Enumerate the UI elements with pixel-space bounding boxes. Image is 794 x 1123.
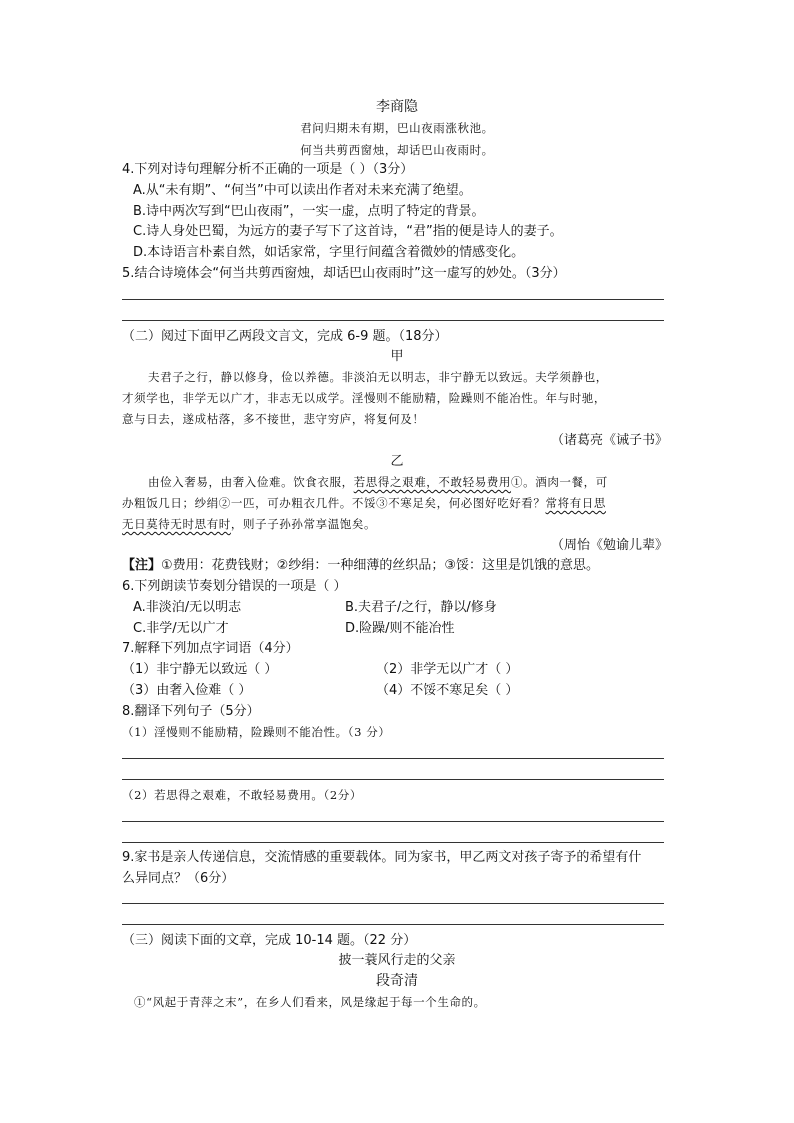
- poem-author: 李商隐: [376, 99, 418, 115]
- q6-option-d: D.险躁/则不能冶性: [345, 621, 455, 636]
- article-title: 披一蓑风行走的父亲: [338, 953, 456, 968]
- text-yi-label: 乙: [390, 454, 404, 469]
- q4-stem: 4.下列对诗句理解分析不正确的一项是（ ）（3分）: [122, 162, 414, 177]
- q7-stem: 7.解释下列加点字词语（4分）: [122, 641, 299, 656]
- q7-item-3: （3）由奢入俭难（ ）: [122, 683, 252, 698]
- q6-stem: 6.下列朗读节奏划分错误的一项是（ ）: [122, 579, 347, 594]
- article-author: 段奇清: [376, 973, 418, 989]
- answer-line: [122, 842, 664, 843]
- q4-option-a: A.从“未有期”、“何当”中可以读出作者对未来充满了绝望。: [133, 183, 472, 198]
- section2-intro: （二）阅过下面甲乙两段文言文，完成 6-9 题。（18分）: [122, 329, 448, 344]
- q6-option-a: A.非淡泊/无以明志: [133, 600, 242, 615]
- answer-line: [122, 821, 664, 822]
- text-yi-line-3: [122, 516, 376, 533]
- text-jia-line-3: 意与日去，遂成枯落，多不接世，悲守穷庐，将复何及！: [122, 412, 425, 426]
- text-yi-source: （周怡《勉谕儿辈》: [550, 538, 668, 553]
- q8-sentence-1: （1）淫慢则不能励精，险躁则不能冶性。（3 分）: [122, 725, 391, 739]
- text-yi-line-2: [122, 495, 606, 512]
- text-yi-line-1-c: ①。酒肉一餐，可: [511, 475, 608, 489]
- text-jia-line-1: 夫君子之行，静以修身，俭以养德。非淡泊无以明志，非宁静无以致远。夫学须静也，: [148, 370, 608, 384]
- text-yi-line-3-b: ，则子子孙孙常享温饱矣。: [230, 517, 377, 531]
- annotation-note: [122, 557, 599, 574]
- q6-option-b: B.夫君子/之行，静以/修身: [345, 600, 497, 615]
- q9-line-2: 么异同点？（6分）: [122, 871, 235, 886]
- q8-stem: 8.翻译下列句子（5分）: [122, 704, 260, 719]
- text-jia-label: 甲: [390, 349, 404, 364]
- section3-intro: （三）阅读下面的文章，完成 10-14 题。（22 分）: [122, 933, 417, 948]
- q7-item-1: （1）非宁静无以致远（ ）: [122, 662, 278, 677]
- poem-line-1: 君问归期未有期，巴山夜雨涨秋池。: [300, 121, 494, 135]
- q8-sentence-2: （2）若思得之艰难，不敢轻易费用。（2分）: [122, 788, 362, 802]
- q7-item-2: （2）非学无以广才（ ）: [376, 662, 519, 677]
- article-paragraph-1: ①“风起于青萍之末”，在乡人们看来，风是缘起于每一个生命的。: [134, 995, 486, 1009]
- q7-item-4: （4）不馁不寒足矣（ ）: [376, 683, 519, 698]
- note-text: ①费用：花费钱财；②纱绢：一种细薄的丝织品；③馁：这里是饥饿的意思。: [161, 558, 599, 573]
- q6-option-c: C.非学/无以广才: [133, 621, 229, 636]
- answer-line: [122, 924, 664, 925]
- text-jia-line-2: 才须学也，非学无以广才，非志无以成学。淫慢则不能励精，险躁则不能冶性。年与时驰，: [122, 391, 606, 405]
- q9-line-1: 9.家书是亲人传递信息，交流情感的重要载体。同为家书，甲乙两文对孩子寄予的希望有什: [122, 850, 642, 865]
- answer-line: [122, 758, 664, 759]
- poem-line-2: 何当共剪西窗烛，却话巴山夜雨时。: [300, 143, 494, 157]
- answer-line: [122, 779, 664, 780]
- answer-line: [122, 299, 664, 300]
- answer-line: [122, 903, 664, 904]
- answer-line: [122, 320, 664, 321]
- q5-stem: 5.结合诗境体会“何当共剪西窗烛，却话巴山夜雨时”这一虚写的妙处。（3分）: [122, 266, 566, 281]
- note-tag: 【注】: [122, 558, 162, 573]
- q4-option-d: D.本诗语言朴素自然，如话家常，字里行间蕴含着微妙的情感变化。: [133, 245, 525, 260]
- text-jia-source: （诸葛亮《诫子书》: [550, 433, 668, 448]
- text-yi-line-1-underlined: 若思得之艰难，不敢轻易费用: [353, 475, 512, 489]
- text-yi-line-1: [148, 474, 608, 491]
- text-yi-line-2-underlined: 常将有日思: [545, 496, 606, 510]
- text-yi-line-3-underlined: 无日莫待无时思有时: [122, 517, 231, 531]
- text-yi-line-2-a: 办粗饭几日；纱绢②一匹，可办粗衣几件。不馁③不寒足矣，何必图好吃好看？: [122, 496, 546, 510]
- q4-option-c: C.诗人身处巴蜀，为远方的妻子写下了这首诗，“君”指的便是诗人的妻子。: [133, 224, 563, 239]
- q4-option-b: B.诗中两次写到“巴山夜雨”，一实一虚，点明了特定的背景。: [133, 204, 485, 219]
- text-yi-line-1-a: 由俭入奢易，由奢入俭难。饮食衣服，: [148, 475, 354, 489]
